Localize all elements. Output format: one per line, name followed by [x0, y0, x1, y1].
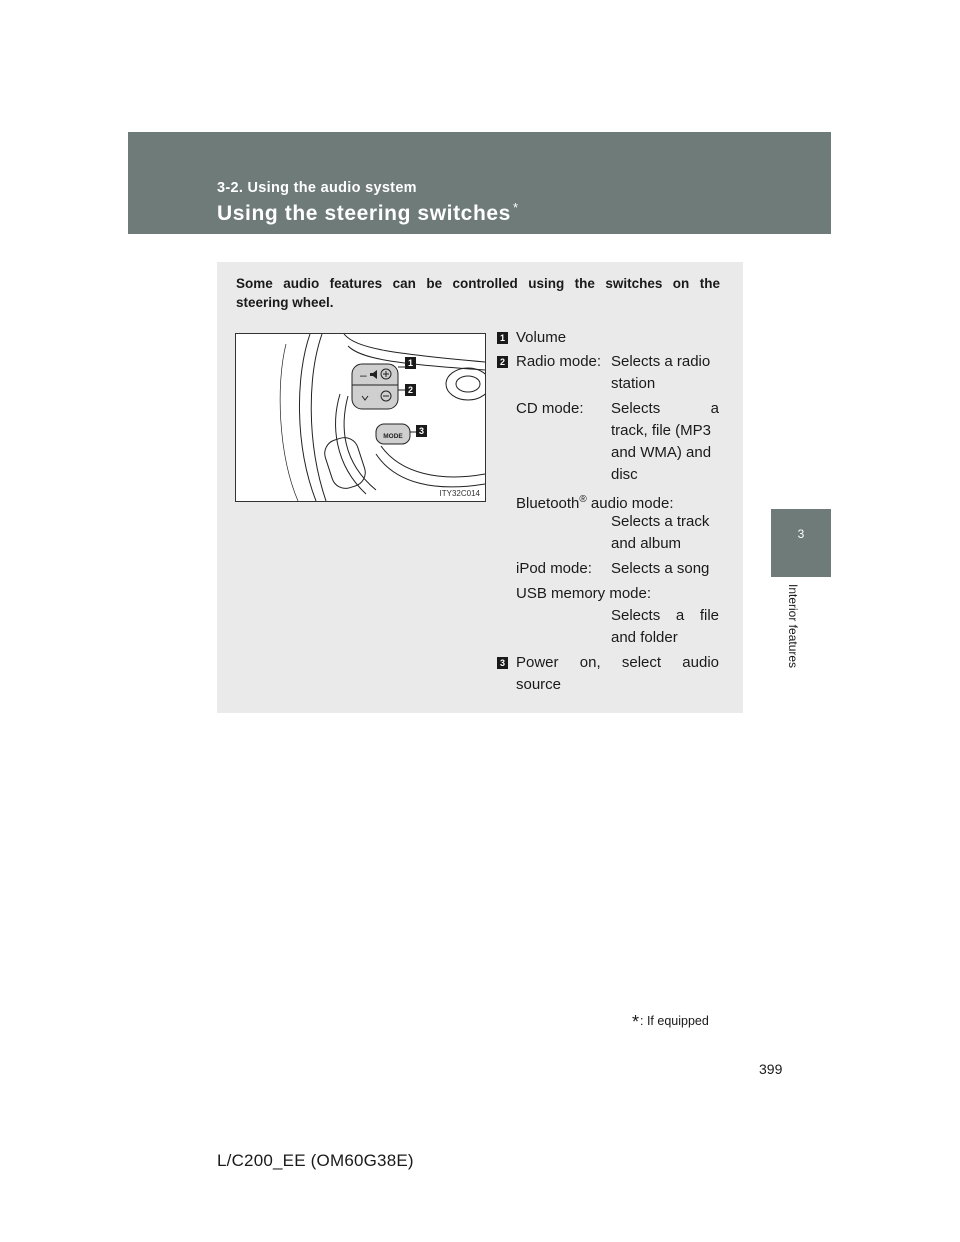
cd-mode-desc-d: disc — [611, 466, 638, 483]
bluetooth-mode-desc-b: and album — [611, 535, 682, 552]
page-title-text: Using the steering switches — [217, 202, 511, 225]
intro-line-2: steering wheel. — [236, 295, 334, 310]
page-title — [217, 200, 519, 226]
footnote-mark: * — [632, 1012, 640, 1032]
section-label: 3-2. Using the audio system — [217, 180, 417, 196]
callout-3: 3 — [416, 425, 427, 437]
ipod-mode-name: iPod mode: — [516, 560, 592, 577]
item-3-number: 3 — [497, 657, 508, 669]
bluetooth-mode-desc-a: Selects a track — [611, 513, 710, 530]
bluetooth-suffix: audio mode: — [586, 495, 674, 512]
figure-code: ITY32C014 — [439, 489, 480, 498]
item-3-label-b: source — [516, 676, 562, 693]
chapter-label: Interior features — [786, 584, 800, 669]
footnote — [632, 1012, 709, 1033]
radio-mode-desc-b: station — [611, 375, 656, 392]
radio-mode-desc-a: Selects a radio — [611, 353, 711, 370]
mode-button-label: MODE — [383, 433, 403, 440]
usb-mode-desc-a: Selects a file — [611, 607, 719, 624]
ipod-mode-desc-a: Selects a song — [611, 560, 710, 577]
cd-mode-desc-c: and WMA) and — [611, 444, 712, 461]
usb-mode-desc-b: and folder — [611, 629, 678, 646]
registered-mark: ® — [579, 494, 587, 505]
usb-mode-name: USB memory mode: — [516, 585, 652, 602]
steering-wheel-drawing — [236, 334, 485, 501]
document-code: L/C200_EE (OM60G38E) — [217, 1151, 414, 1170]
if-equipped-mark: * — [512, 200, 519, 215]
page-number: 399 — [759, 1061, 783, 1077]
callout-2: 2 — [405, 384, 416, 396]
radio-mode-name: Radio mode: — [516, 353, 602, 370]
bluetooth-name: Bluetooth — [516, 495, 580, 512]
intro-line-1: Some audio features can be controlled using the switches on the — [236, 276, 720, 291]
item-3-label-a: Power on, select audio — [516, 654, 719, 671]
footnote-text: : If equipped — [640, 1014, 709, 1028]
cd-mode-desc-a: Selects a — [611, 400, 719, 417]
chapter-number: 3 — [797, 527, 805, 541]
item-2-number: 2 — [497, 356, 508, 368]
item-1-number: 1 — [497, 332, 508, 344]
cd-mode-name: CD mode: — [516, 400, 584, 417]
steering-switch-illustration — [235, 333, 486, 502]
svg-text:–: – — [360, 368, 367, 382]
cd-mode-desc-b: track, file (MP3 — [611, 422, 712, 439]
callout-1: 1 — [405, 357, 416, 369]
item-1-label: Volume — [516, 329, 567, 346]
chapter-tab — [771, 509, 831, 577]
